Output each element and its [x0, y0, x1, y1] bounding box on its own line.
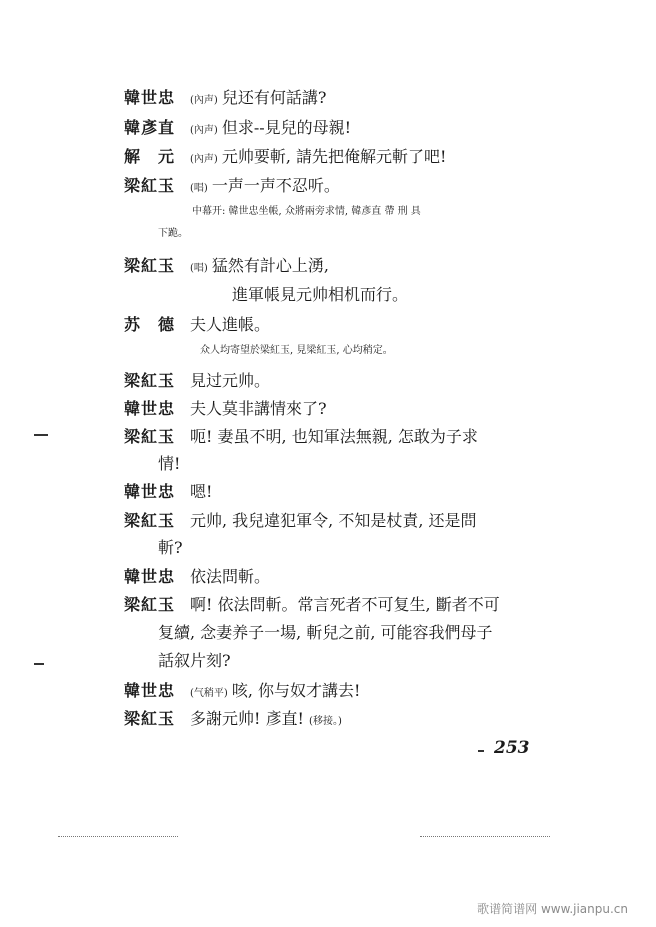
dialogue-line	[124, 510, 477, 532]
dialogue-line	[124, 314, 270, 336]
speaker-name: 苏 德	[124, 315, 176, 334]
speaker-name: 解 元	[124, 147, 176, 166]
margin-mark	[34, 663, 44, 665]
dialogue-continued: 話叙片刻?	[158, 651, 231, 670]
dialogue-line	[124, 566, 270, 588]
stage-direction-continued: 下跪。	[158, 228, 188, 239]
dialogue-continued: 斬?	[158, 538, 183, 557]
scan-specks	[58, 836, 178, 838]
sung-verse-line: 進軍帳見元帅相机而行。	[232, 285, 409, 304]
speaker-name: 韓世忠	[124, 567, 176, 586]
dialogue-line	[124, 370, 270, 392]
dialogue-line	[124, 255, 329, 280]
stage-note: (內声)	[190, 154, 218, 165]
speaker-name: 梁紅玉	[124, 256, 176, 275]
stage-note: (唱)	[190, 263, 208, 274]
speaker-name: 梁紅玉	[124, 371, 176, 390]
speaker-name: 韓世忠	[124, 681, 176, 700]
speaker-name: 梁紅玉	[124, 511, 176, 530]
dialogue-text: 啊! 依法問斬。常言死者不可复生, 斷者不可	[190, 595, 500, 614]
dialogue-line	[124, 146, 446, 171]
dialogue-text: 呃! 妻虽不明, 也知軍法無親, 怎敢为子求	[190, 427, 478, 446]
dialogue-line	[124, 398, 327, 420]
speaker-name: 梁紅玉	[124, 595, 176, 614]
dialogue-text: 依法問斬。	[190, 567, 271, 586]
dialogue-text: 夫人莫非講情來了?	[190, 399, 327, 418]
speaker-name: 韓彥直	[124, 118, 176, 137]
stage-note: (內声)	[190, 95, 218, 106]
speaker-name: 韓世忠	[124, 482, 176, 501]
dialogue-text: 一声一声不忍听。	[211, 176, 340, 195]
dialogue-text: 兒还有何話講?	[221, 88, 327, 107]
dialogue-continued: 情!	[158, 454, 181, 473]
dialogue-line	[124, 87, 326, 112]
stage-note: (內声)	[190, 125, 218, 136]
dialogue-text: 咳, 你与奴才講去!	[231, 681, 361, 700]
page-number: 253	[494, 738, 530, 758]
dialogue-continued: 复續, 念妻养子一場, 斬兒之前, 可能容我們母子	[158, 623, 493, 642]
margin-mark	[34, 434, 48, 436]
dialogue-text: 但求--見兒的母親!	[221, 118, 352, 137]
stage-direction: 众人均寄望於梁紅玉, 見梁紅玉, 心均稍定。	[200, 345, 393, 356]
speaker-name: 梁紅玉	[124, 709, 176, 728]
dialogue-line	[124, 680, 360, 705]
speaker-name: 梁紅玉	[124, 176, 176, 195]
stage-note: (唱)	[190, 183, 208, 194]
dialogue-text: 夫人進帳。	[190, 315, 271, 334]
dialogue-text: 嗯!	[190, 482, 213, 501]
dialogue-line	[124, 594, 500, 616]
dialogue-text: 見过元帅。	[190, 371, 271, 390]
speaker-name: 韓世忠	[124, 399, 176, 418]
dialogue-text: 猛然有計心上湧,	[211, 256, 329, 275]
speaker-name: 韓世忠	[124, 88, 176, 107]
dialogue-text: 元帅, 我兒違犯軍令, 不知是杖責, 还是問	[190, 511, 477, 530]
watermark: 歌谱简谱网 www.jianpu.cn	[477, 902, 628, 916]
scan-specks	[420, 836, 550, 838]
page-number-dash	[478, 750, 484, 752]
dialogue-line	[124, 426, 478, 448]
dialogue-text: 多謝元帅! 彥直!	[190, 709, 310, 728]
dialogue-line	[124, 117, 351, 142]
dialogue-line	[124, 175, 340, 200]
stage-direction: 中幕开: 韓世忠坐帳, 众將兩旁求情, 韓彥直 帶 刑 具	[192, 206, 421, 217]
dialogue-line	[124, 708, 346, 733]
dialogue-text: 元帅要斬, 請先把俺解元斬了吧!	[221, 147, 447, 166]
stage-note: (移接。)	[309, 716, 342, 727]
speaker-name: 梁紅玉	[124, 427, 176, 446]
dialogue-line	[124, 481, 212, 503]
stage-note: (气稍平)	[190, 688, 228, 699]
